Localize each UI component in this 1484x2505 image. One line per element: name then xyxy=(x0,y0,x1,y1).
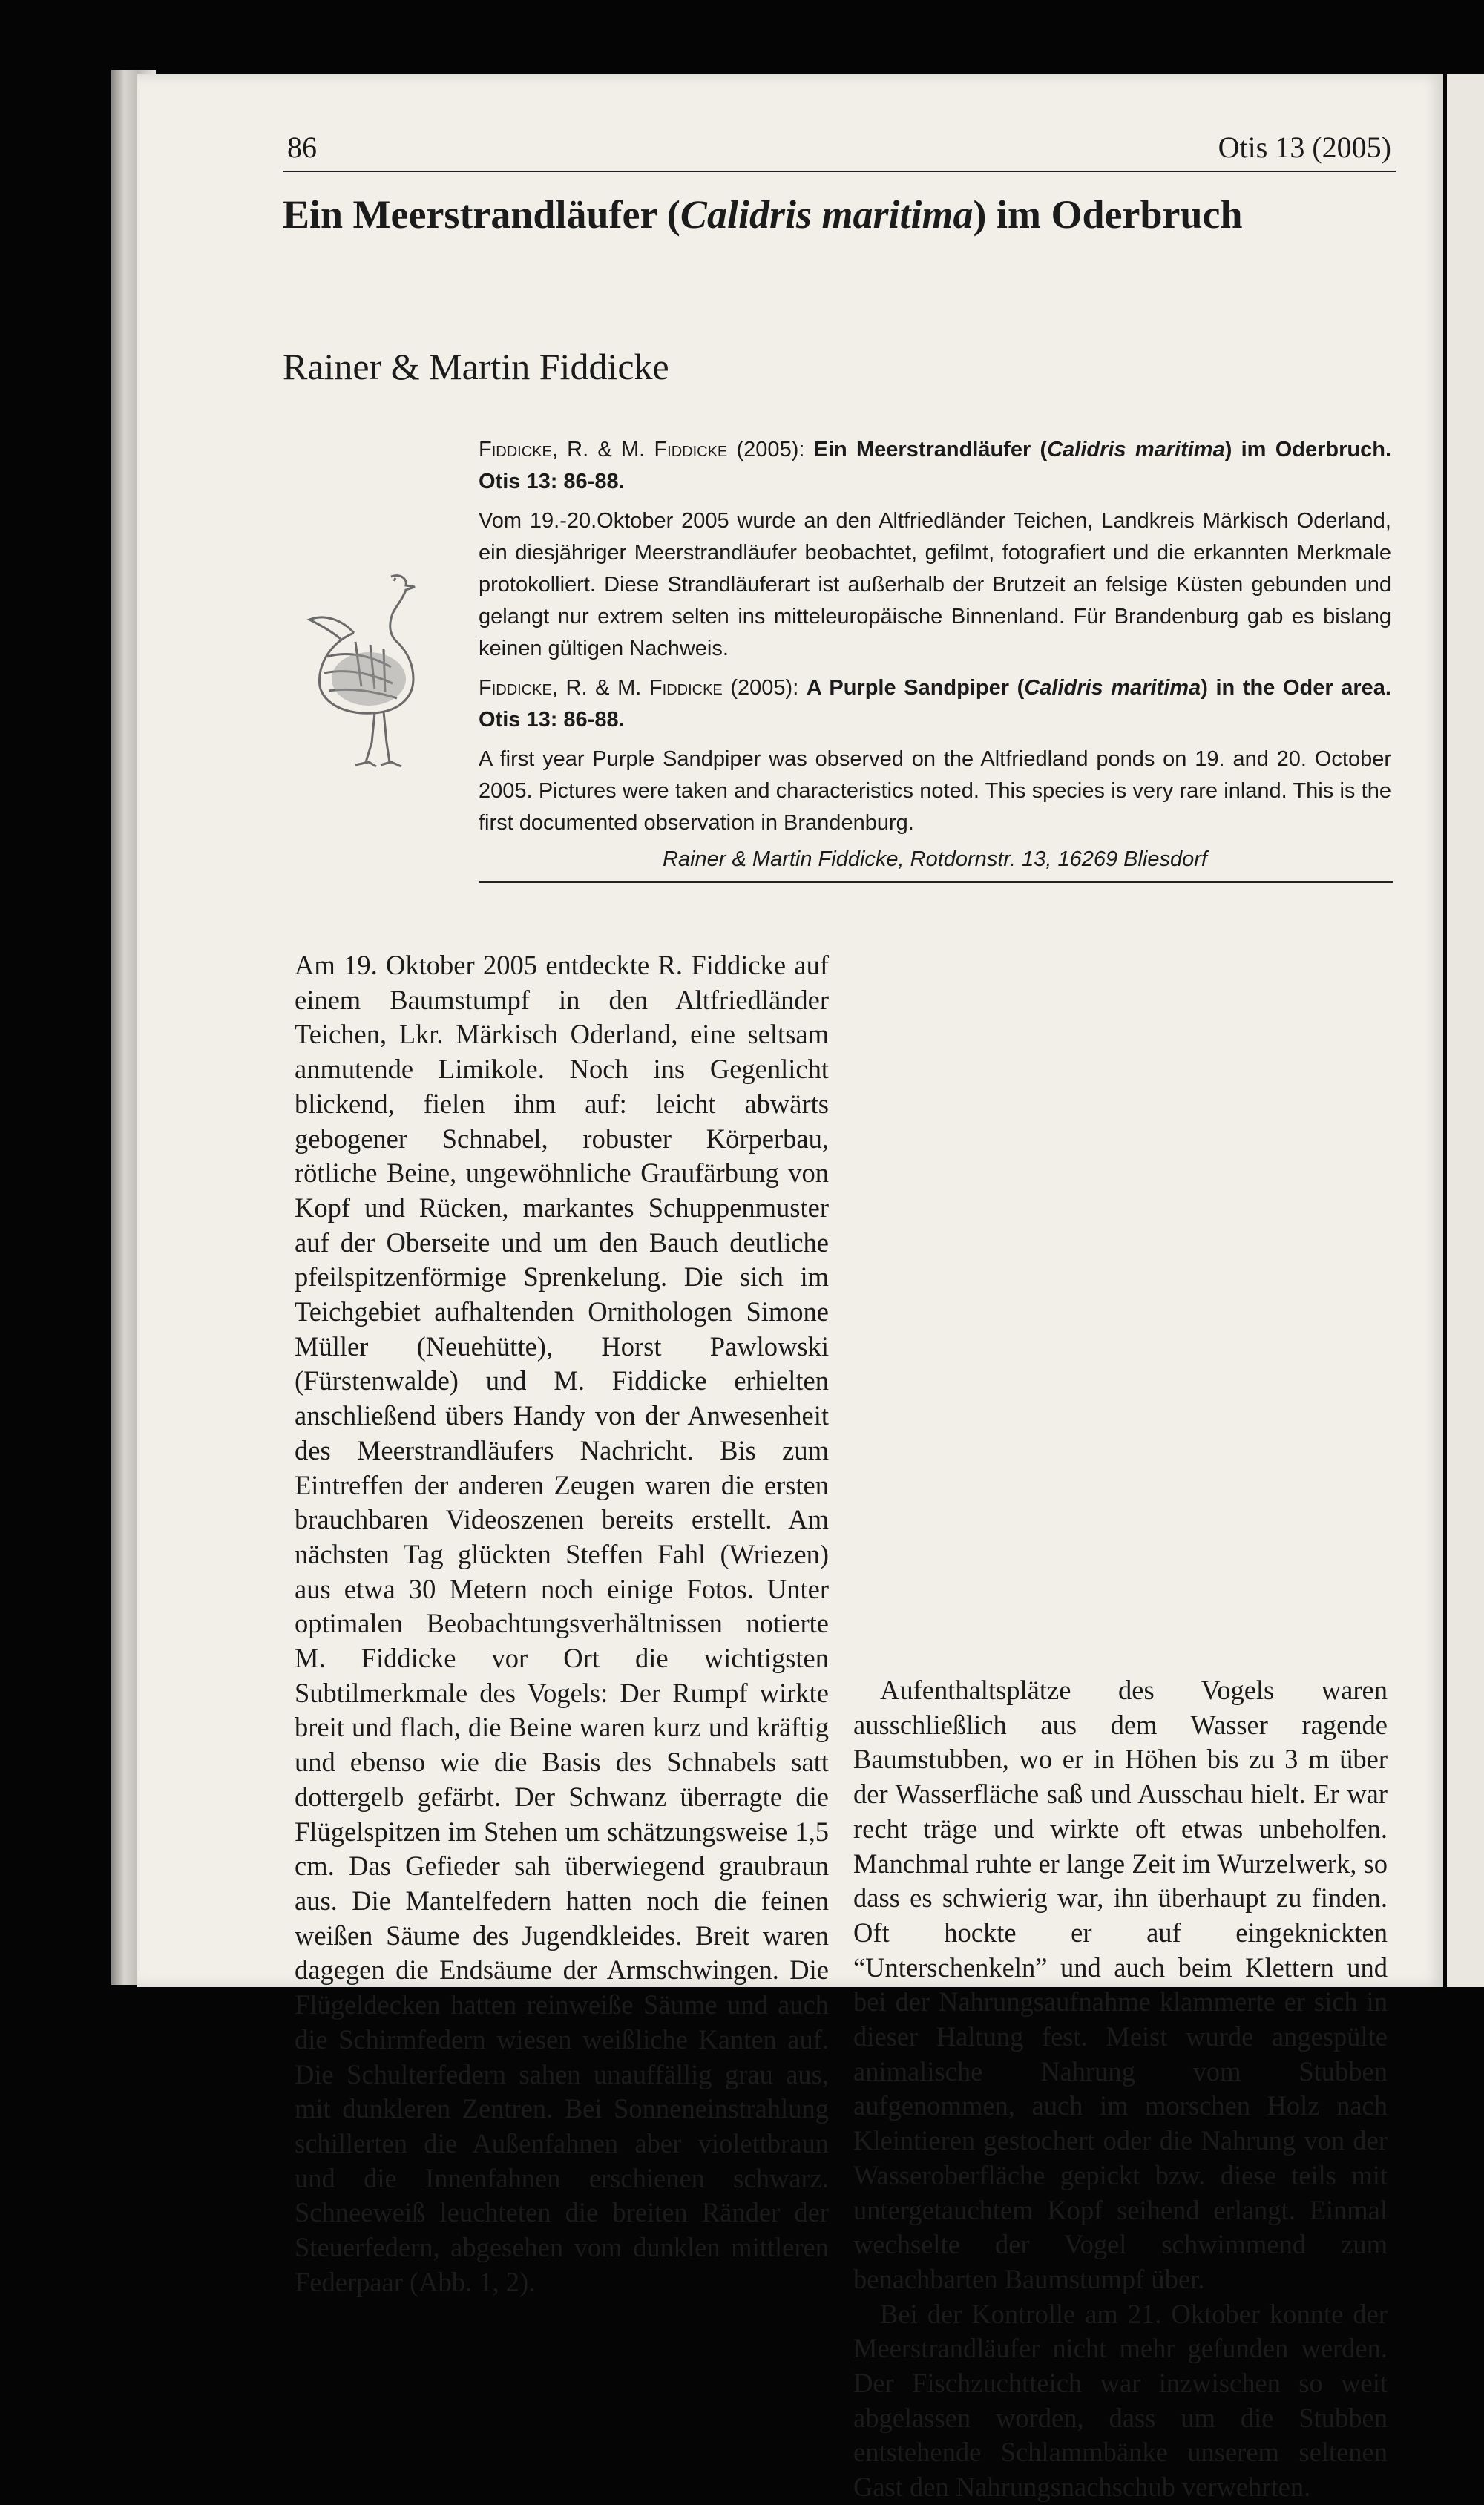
author-address: Rainer & Martin Fiddicke, Rotdornstr. 13, 16269 Bliesdorf xyxy=(663,847,1207,871)
body-column-left xyxy=(295,948,829,2299)
facing-page-edge xyxy=(1447,74,1484,1987)
journal-page xyxy=(137,74,1443,2503)
page-number: 86 xyxy=(287,131,317,164)
abstract-de-citation: Fiddicke, R. & M. Fiddicke (2005): Ein Meerstrandläufer (Calidris maritima) im Oderbruch. Otis 13: 86-88. xyxy=(479,438,1392,493)
abstract-en-citation: Fiddicke, R. & M. Fiddicke (2005): A Purple Sandpiper (Calidris maritima) in the Oder area. Otis 13: 86-88. xyxy=(479,676,1391,732)
title-prefix: Ein Meerstrandläufer ( xyxy=(283,192,680,237)
body-paragraph-1: Am 19. Oktober 2005 entdeckte R. Fiddicke auf einem Baumstumpf in den Altfriedländer Teichen, Lkr. Märkisch Oderland, eine seltsam anmutende Limikole. Noch ins Gegenlicht blickend, fielen ihm auf: leicht abwärts gebogener Schnabel, robuster Körperbau, rötliche Beine, ungewöhnliche Graufärbung von Kopf und Rücken, markantes Schuppenmuster auf der Oberseite und um den Bauch deutliche pfeilspitzenförmige Sprenkelung. Die sich im Teichgebiet aufhaltenden Ornithologen Simone Müller (Neuehütte), Horst Pawlowski (Fürstenwalde) und M. Fiddicke erhielten anschließend übers Handy von der Anwesenheit des Meerstrandläufers Nachricht. Bis zum Eintreffen der anderen Zeugen waren die ersten brauchbaren Videoszenen bereits erstellt. Am nächsten Tag glückten Steffen Fahl (Wriezen) aus etwa 30 Metern noch einige Fotos. Unter optimalen Beobachtungsverhältnissen notierte M. Fiddicke vor Ort die wichtigsten Subtilmerkmale des Vogels: Der Rumpf wirkte breit und flach, die Beine waren kurz und kräftig und ebenso wie die Basis des Schnabels satt dottergelb gefärbt. Der Schwanz überragte die Flügelspitzen im Stehen um schätzungsweise 1,5 cm. Das Gefieder sah überwiegend graubraun aus. Die Mantelfedern hatten noch die feinen weißen Säume des Jugendkleides. Breit waren dagegen die Endsäume der Armschwingen. Die Flügeldecken hatten reinweiße Säume und auch die Schirmfedern wiesen weißliche Kanten auf. Die Schulterfedern sahen unauffällig grau aus, mit dunkleren Zentren. Bei Sonneneinstrahlung schillerten die Außenfahnen aber violettbraun und die Innenfahnen erschienen schwarz. Schneeweiß leuchteten die breiten Ränder der Steuerfedern, abgesehen vom dunklen mittleren Federpaar (Abb. 1, 2). xyxy=(295,950,829,2297)
title-species: Calidris maritima xyxy=(680,192,974,237)
body-paragraph-3: Bei der Kontrolle am 21. Oktober konnte der Meerstrandläufer nicht mehr gefunden werden. Der Fischzuchtteich war inzwischen so weit abgelassen worden, dass um die Stubben entstehende Schlammbänke unserem seltenen Gast den Nahrungsnachschub verwehrten. xyxy=(853,2298,1388,2503)
author-line: Rainer & Martin Fiddicke xyxy=(283,346,669,387)
article-title xyxy=(283,191,1243,237)
abstract-en-text: A first year Purple Sandpiper was observed on the Altfriedland ponds on 19. and 20. October 2005. Pictures were taken and characteristics noted. This species is very rare inland. This is the first documented observation in Brandenburg. xyxy=(479,747,1391,835)
body-column-right xyxy=(853,1673,1388,2505)
abstract-de-text: Vom 19.-20.Oktober 2005 wurde an den Altfriedländer Teichen, Landkreis Märkisch Oderland, ein diesjähriger Meerstrandläufer beobachtet, gefilmt, fotografiert und die erkannten Merkmale protokolliert. Diese Strandläuferart ist außerhalb der Brutzeit an felsige Küsten gebunden und gelangt nur extrem selten ins mitteleuropäische Binnenland. Für Brandenburg gab es bislang keinen gültigen Nachweis. xyxy=(479,509,1391,660)
abstract-rule xyxy=(479,881,1393,883)
title-suffix: ) im Oderbruch xyxy=(973,192,1243,237)
body-paragraph-2: Aufenthaltsplätze des Vogels waren ausschließlich aus dem Wasser ragende Baumstubben, wo er in Höhen bis zu 3 m über der Wasserfläche saß und Ausschau hielt. Er war recht träge und wirkte oft etwas unbeholfen. Manchmal ruhte er lange Zeit im Wurzelwerk, so dass es schwierig war, ihn überhaupt zu finden. Oft hockte er auf eingeknickten “Unterschenkeln” und auch beim Klettern und bei der Nahrungsaufnahme klammerte er sich in dieser Haltung fest. Meist wurde angespülte animalische Nahrung vom Stubben aufgenommen, auch im morschen Holz nach Kleintieren gestochert oder die Nahrung von der Wasseroberfläche gepickt bzw. diese teils mit untergetauchtem Kopf seihend erlangt. Einmal wechselte der Vogel schwimmend zum benachbarten Baumstumpf über. xyxy=(853,1675,1388,2294)
abstract-block xyxy=(479,434,1391,847)
journal-reference: Otis 13 (2005) xyxy=(1218,131,1391,164)
bustard-logo-icon xyxy=(302,568,458,783)
header-rule xyxy=(283,171,1396,172)
